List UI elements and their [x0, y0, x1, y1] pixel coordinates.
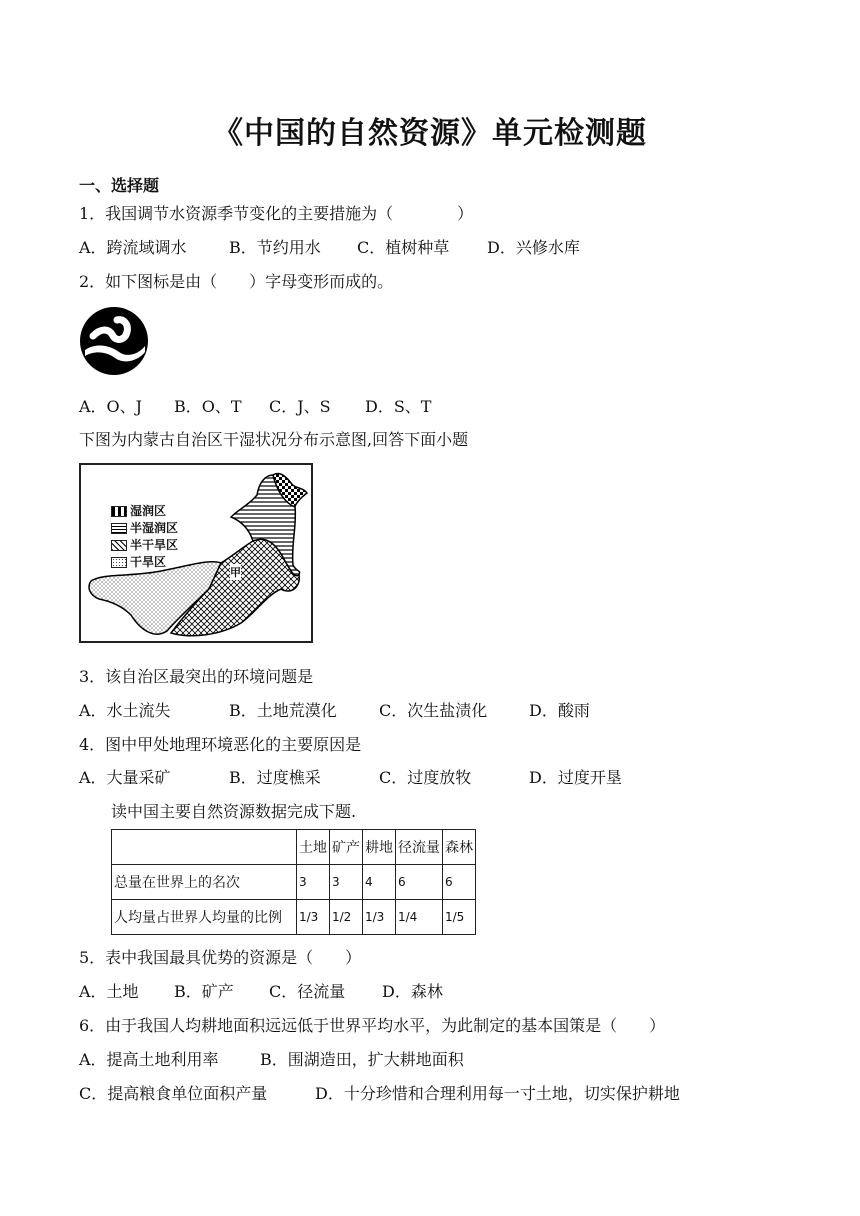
table-header-row — [112, 830, 476, 865]
map-intro: 下图为内蒙古自治区干湿状况分布示意图,回答下面小题 — [79, 430, 469, 449]
table-intro: 读中国主要自然资源数据完成下题. — [111, 802, 357, 821]
q5-option-b: B．矿产 — [174, 982, 234, 1001]
legend-dry — [111, 553, 166, 570]
table-cell: 1/2 — [330, 900, 363, 935]
q2-option-b: B．O、T — [174, 397, 242, 416]
q1-option-d: D．兴修水库 — [487, 238, 580, 257]
question-5-options — [79, 979, 443, 1002]
section-heading: 一、选择题 — [79, 176, 160, 195]
table-cell: 1/3 — [363, 900, 396, 935]
q2-option-a: A．O、J — [79, 397, 143, 416]
legend-semi-dry — [111, 536, 178, 553]
table-header-cell: 耕地 — [363, 830, 396, 865]
water-saving-logo-icon — [79, 306, 149, 376]
q3-option-b: B．土地荒漠化 — [229, 701, 337, 720]
legend-dry-label: 干旱区 — [130, 555, 167, 569]
q5-option-c: C．径流量 — [269, 982, 346, 1001]
question-4-options — [79, 765, 622, 788]
q6-option-d: D．十分珍惜和合理利用每一寸土地，切实保护耕地 — [315, 1084, 680, 1103]
q6-option-a: A．提高土地利用率 — [79, 1050, 219, 1069]
q5-option-d: D．森林 — [382, 982, 443, 1001]
q2-option-c: C．J、S — [269, 397, 331, 416]
question-2-stem: 2．如下图标是由（ ）字母变形而成的。 — [79, 272, 394, 291]
table-header-cell: 矿产 — [330, 830, 363, 865]
table-cell: 4 — [363, 865, 396, 900]
q4-option-a: A．大量采矿 — [79, 768, 171, 787]
q6-option-b: B．围湖造田，扩大耕地面积 — [260, 1050, 464, 1069]
legend-wet-label: 湿润区 — [130, 504, 167, 518]
q1-option-a: A．跨流域调水 — [79, 238, 187, 257]
legend-wet-swatch — [111, 506, 127, 517]
legend-wet — [111, 502, 166, 519]
q2-option-d: D．S、T — [365, 397, 432, 416]
question-6-stem: 6．由于我国人均耕地面积远远低于世界平均水平，为此制定的基本国策是（ ） — [79, 1016, 666, 1035]
question-6-options-row-2 — [79, 1081, 680, 1104]
table-cell: 1/3 — [297, 900, 330, 935]
legend-semi-wet — [111, 519, 178, 536]
legend-dry-swatch — [111, 557, 127, 568]
q6-option-c: C．提高粮食单位面积产量 — [79, 1084, 268, 1103]
table-cell: 1/4 — [396, 900, 443, 935]
legend-semi-wet-swatch — [111, 523, 127, 534]
q5-option-a: A．土地 — [79, 982, 139, 1001]
legend-semi-dry-label: 半干旱区 — [130, 538, 179, 552]
question-3-stem: 3．该自治区最突出的环境问题是 — [79, 667, 314, 686]
resource-data-table — [111, 829, 476, 935]
table-cell: 1/5 — [443, 900, 476, 935]
table-cell: 6 — [443, 865, 476, 900]
q4-option-d: D．过度开垦 — [529, 768, 622, 787]
table-cell: 3 — [330, 865, 363, 900]
inner-mongolia-dryness-map — [79, 463, 313, 643]
table-row — [112, 900, 476, 935]
table-cell: 3 — [297, 865, 330, 900]
map-marker-jia: 甲 — [230, 566, 241, 579]
table-cell: 6 — [396, 865, 443, 900]
q1-option-b: B．节约用水 — [229, 238, 321, 257]
question-1-options — [79, 235, 580, 258]
question-5-stem: 5．表中我国最具优势的资源是（ ） — [79, 948, 362, 967]
q4-option-c: C．过度放牧 — [379, 768, 472, 787]
table-header-cell: 森林 — [443, 830, 476, 865]
table-header-cell: 土地 — [297, 830, 330, 865]
legend-semi-dry-swatch — [111, 540, 127, 551]
question-6-options-row-1 — [79, 1047, 464, 1070]
q3-option-a: A．水土流失 — [79, 701, 171, 720]
legend-semi-wet-label: 半湿润区 — [130, 521, 179, 535]
table-row — [112, 865, 476, 900]
table-row-label: 人均量占世界人均量的比例 — [112, 900, 297, 935]
q1-option-c: C．植树种草 — [357, 238, 450, 257]
q4-option-b: B．过度樵采 — [229, 768, 321, 787]
question-2-options — [79, 394, 431, 417]
table-header-cell — [112, 830, 297, 865]
question-4-stem: 4．图中甲处地理环境恶化的主要原因是 — [79, 735, 362, 754]
table-row-label: 总量在世界上的名次 — [112, 865, 297, 900]
q3-option-d: D．酸雨 — [529, 701, 590, 720]
page-title: 《中国的自然资源》单元检测题 — [213, 116, 647, 151]
q3-option-c: C．次生盐渍化 — [379, 701, 488, 720]
table-header-cell: 径流量 — [396, 830, 443, 865]
question-3-options — [79, 698, 590, 721]
question-1-stem: 1．我国调节水资源季节变化的主要措施为（ ） — [79, 204, 474, 223]
